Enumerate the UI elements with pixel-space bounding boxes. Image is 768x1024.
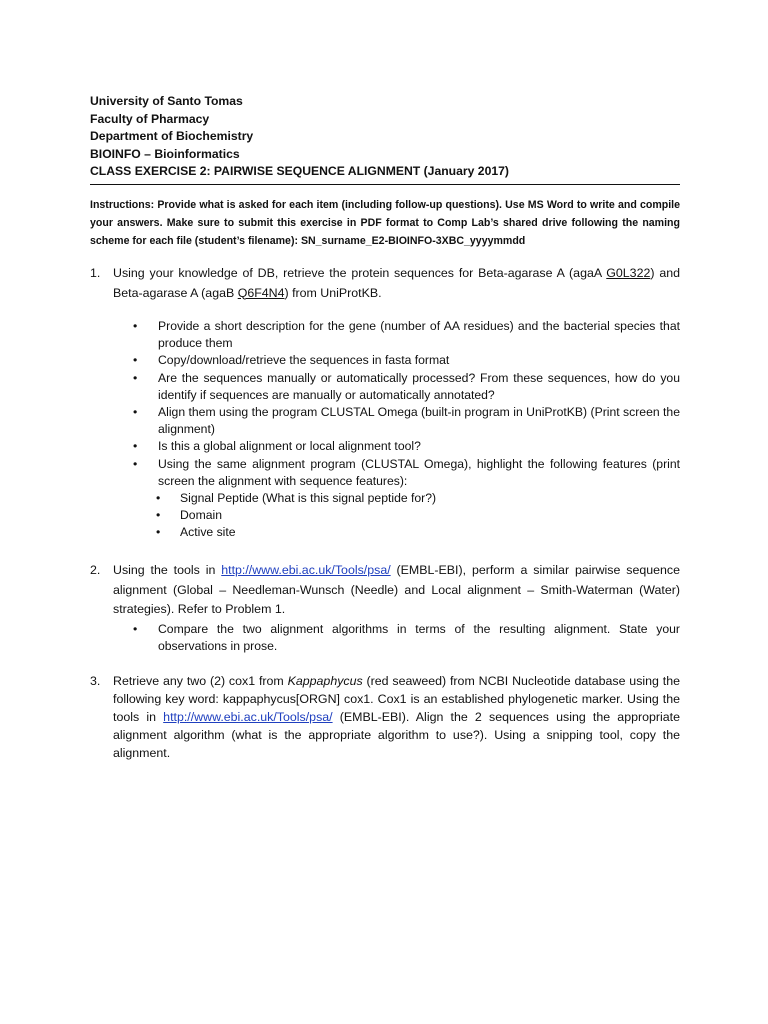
list-item: • Provide a short description for the gene (number of AA residues) and the bacterial species that produce them <box>133 319 680 351</box>
item-number: 1. <box>90 266 101 280</box>
bullet-icon: • <box>156 525 161 540</box>
bullet-icon: • <box>133 405 138 420</box>
accession-link-agaB[interactable]: Q6F4N4 <box>237 285 285 300</box>
sub-list-item: • Active site <box>156 524 680 541</box>
item-2-text: Using the tools in http://www.ebi.ac.uk/Tools/psa/ (EMBL-EBI), perform a similar pairwise sequence alignment (Global – Needleman-Wunsch (Needle) and Local alignment – Smith-Waterman (Water) strategies). Refer to Problem 1. <box>113 563 681 616</box>
item-1-text: Using your knowledge of DB, retrieve the protein sequences for Beta-agarase A (agaA G0L322) and Beta-agarase A (agaB Q6F4N4) from UniProtKB. <box>113 266 680 300</box>
item-1-bullet-list <box>133 318 680 542</box>
ebi-psa-link[interactable]: http://www.ebi.ac.uk/Tools/psa/ <box>163 710 333 724</box>
course-name: BIOINFO – Bioinformatics <box>90 146 240 161</box>
accession-link-agaA[interactable]: G0L322 <box>606 266 651 280</box>
document-header <box>90 93 680 181</box>
sub-list-item: • Domain <box>156 507 680 524</box>
instructions-paragraph: Instructions: Provide what is asked for each item (including follow-up questions). Use MS Word to write and compile your answers. Make sure to submit this exercise in PDF format to Comp Lab’s shared drive following the naming scheme for each file (student’s filename): SN_surname_E2-BIOINFO-3XBC_yyyymmdd <box>90 199 680 247</box>
bullet-icon: • <box>133 439 138 454</box>
sub-list-item: • Signal Peptide (What is this signal peptide for?) <box>156 490 680 507</box>
list-item: • Are the sequences manually or automatically processed? From these sequences, how do you identify if sequences are manually or automatically annotated? <box>133 370 680 402</box>
bullet-icon: • <box>133 370 138 385</box>
bullet-icon: • <box>133 456 138 471</box>
list-item: • Using the same alignment program (CLUSTAL Omega), highlight the following features (print screen the alignment with sequence features): <box>133 456 680 488</box>
bullet-icon: • <box>156 491 161 506</box>
list-item: • Align them using the program CLUSTAL Omega (built-in program in UniProtKB) (Print screen the alignment) <box>133 405 680 437</box>
item-2 <box>90 561 680 620</box>
item-2-bullet-list <box>133 621 680 655</box>
exercise-title: CLASS EXERCISE 2: PAIRWISE SEQUENCE ALIGNMENT (January 2017) <box>90 164 509 178</box>
list-item: • Is this a global alignment or local alignment tool? <box>133 438 680 455</box>
bullet-icon: • <box>156 508 161 523</box>
department-name: Department of Biochemistry <box>90 129 254 143</box>
genus-name: Kappaphycus <box>287 674 363 688</box>
list-item: • Copy/download/retrieve the sequences in fasta format <box>133 352 680 369</box>
item-number: 2. <box>90 563 101 577</box>
header-divider <box>90 184 680 185</box>
list-item: • Compare the two alignment algorithms in terms of the resulting alignment. State your observations in prose. <box>133 622 680 654</box>
university-name: University of Santo Tomas <box>90 94 243 108</box>
feature-sub-list <box>156 490 680 542</box>
bullet-icon: • <box>133 353 138 368</box>
bullet-icon: • <box>133 622 138 636</box>
item-number: 3. <box>90 674 101 688</box>
ebi-psa-link[interactable]: http://www.ebi.ac.uk/Tools/psa/ <box>221 563 391 577</box>
bullet-icon: • <box>133 319 138 333</box>
faculty-name: Faculty of Pharmacy <box>90 111 210 126</box>
item-3-text: Retrieve any two (2) cox1 from Kappaphycus (red seaweed) from NCBI Nucleotide database using the following key word: kappaphycus[ORGN] cox1. Cox1 is an established phylogenetic marker. Using the tools in http://www.ebi.ac.uk/Tools/psa/ (EMBL-EBI). Align the 2 sequences using the appropriate alignment algorithm (what is the appropriate algorithm to use?). Using a snipping tool, copy the alignment. <box>113 674 680 760</box>
item-1 <box>90 264 680 303</box>
item-3 <box>90 672 680 762</box>
